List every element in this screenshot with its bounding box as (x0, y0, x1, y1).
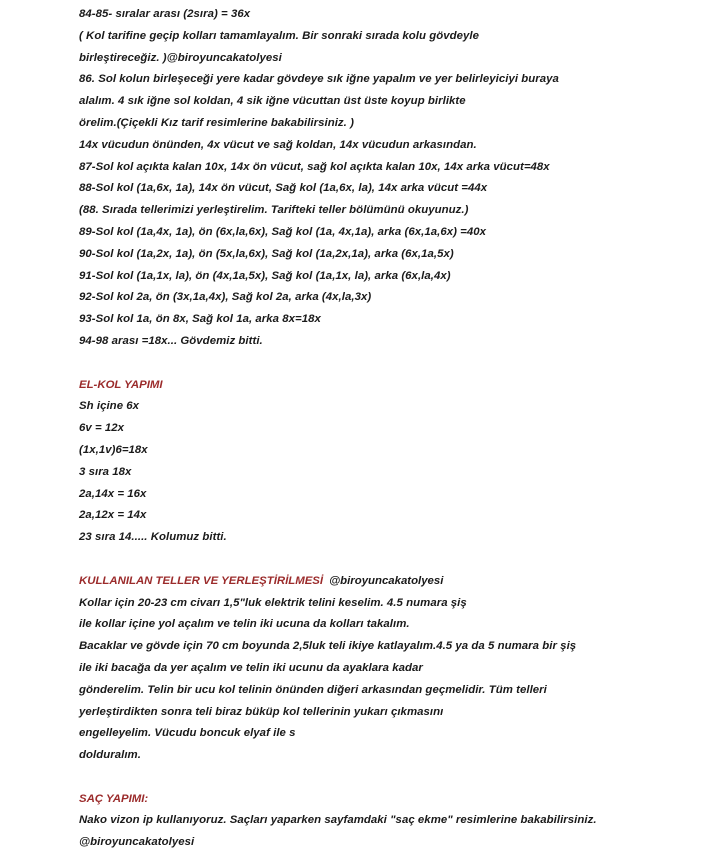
wires-heading-handle: @biroyuncakatolyesi (329, 574, 444, 587)
text-line: 92-Sol kol 2a, ön (3x,1a,4x), Sağ kol 2a, arka (4x,la,3x) (79, 291, 372, 304)
text-line: 84-85- sıralar arası (2sıra) = 36x (79, 8, 251, 20)
hair-section (79, 789, 709, 854)
text-line: dolduralım. (79, 749, 141, 762)
text-line: ile kollar içine yol açalım ve telin iki ucuna da kolları takalım. (79, 618, 410, 631)
text-line: ile iki bacağa da yer açalım ve telin iki ucunu da ayaklara kadar (79, 661, 423, 674)
text-line: 6v = 12x (79, 422, 125, 435)
document-page (79, 4, 709, 854)
text-line: Sh içine 6x (79, 400, 140, 413)
section-spacer (79, 549, 709, 571)
text-line: 88-Sol kol (1a,6x, 1a), 14x ön vücut, Sağ kol (1a,6x, la), 14x arka vücut =44x (79, 182, 488, 195)
text-line: 2a,14x = 16x (79, 487, 147, 500)
body-section (79, 4, 709, 353)
arm-section-heading: EL-KOL YAPIMI (79, 378, 163, 391)
text-line: 94-98 arası =18x... Gövdemiz bitti. (79, 334, 263, 347)
section-spacer (79, 767, 709, 789)
text-line: @biroyuncakatolyesi (79, 836, 195, 849)
text-line: 90-Sol kol (1a,2x, 1a), ön (5x,la,6x), Sağ kol (1a,2x,1a), arka (6x,1a,5x) (79, 247, 454, 260)
hair-section-heading: SAÇ YAPIMI: (79, 792, 149, 805)
text-line: ( Kol tarifine geçip kolları tamamlayalım. Bir sonraki sırada kolu gövdeyle (79, 29, 480, 42)
wires-heading-title: KULLANILAN TELLER VE YERLEŞTİRİLMESİ (79, 574, 324, 587)
text-line: birleştireceğiz. )@biroyuncakatolyesi (79, 51, 282, 64)
arm-section (79, 375, 709, 549)
text-line: 93-Sol kol 1a, ön 8x, Sağ kol 1a, arka 8x=18x (79, 313, 321, 326)
text-line: 2a,12x = 14x (79, 509, 147, 522)
text-line: (88. Sırada tellerimizi yerleştirelim. Tarifteki teller bölümünü okuyunuz.) (79, 204, 469, 217)
text-line: 86. Sol kolun birleşeceği yere kadar gövdeye sık iğne yapalım ve yer belirleyiciyi buraya (79, 73, 559, 86)
text-line: Nako vizon ip kullanıyoruz. Saçları yaparken sayfamdaki "saç ekme" resimlerine bakabilirsiniz. (79, 814, 597, 827)
text-line: 87-Sol kol açıkta kalan 10x, 14x ön vücut, sağ kol açıkta kalan 10x, 14x arka vücut=48x (79, 160, 550, 173)
wires-section-heading (79, 571, 709, 593)
text-line: yerleştirdikten sonra teli biraz büküp kol tellerinin yukarı çıkmasını (79, 705, 444, 718)
text-line: alalım. 4 sık iğne sol koldan, 4 sik iğne vücuttan üst üste koyup birlikte (79, 95, 466, 108)
text-line: engelleyelim. Vücudu boncuk elyaf ile s (79, 727, 296, 740)
text-line: 89-Sol kol (1a,4x, 1a), ön (6x,la,6x), Sağ kol (1a, 4x,1a), arka (6x,1a,6x) =40x (79, 225, 486, 238)
text-line: gönderelim. Telin bir ucu kol telinin önünden diğeri arkasından geçmelidir. Tüm telleri (79, 683, 547, 696)
text-line: 3 sıra 18x (79, 465, 132, 478)
wires-section (79, 571, 709, 767)
text-line: 14x vücudun önünden, 4x vücut ve sağ koldan, 14x vücudun arkasından. (79, 138, 477, 151)
text-line: (1x,1v)6=18x (79, 443, 148, 456)
text-line: 91-Sol kol (1a,1x, la), ön (4x,1a,5x), Sağ kol (1a,1x, la), arka (6x,la,4x) (79, 269, 451, 282)
text-line: Kollar için 20-23 cm civarı 1,5"luk elektrik telini keselim. 4.5 numara şiş (79, 596, 467, 609)
text-line: Bacaklar ve gövde için 70 cm boyunda 2,5luk teli ikiye katlayalım.4.5 ya da 5 numara bir şiş (79, 640, 577, 653)
section-spacer (79, 353, 709, 375)
text-line: örelim.(Çiçekli Kız tarif resimlerine bakabilirsiniz. ) (79, 116, 354, 129)
text-line: 23 sıra 14..... Kolumuz bitti. (79, 531, 227, 544)
